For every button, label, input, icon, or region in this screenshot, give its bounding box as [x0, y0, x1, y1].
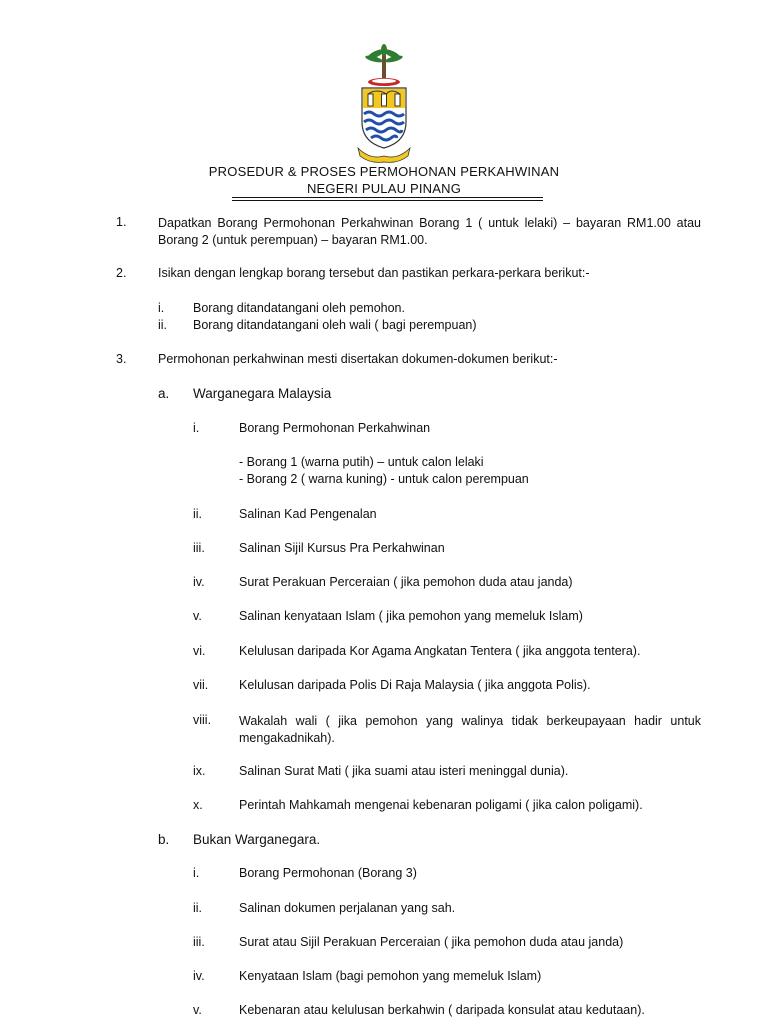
list-item-text: Surat Perakuan Perceraian ( jika pemohon duda atau janda): [239, 575, 573, 589]
step-number: 2.: [116, 266, 127, 280]
penang-crest-emblem: [352, 44, 416, 164]
list-item-number: x.: [193, 798, 203, 812]
list-item-number: iii.: [193, 935, 205, 949]
document-title: PROSEDUR & PROSES PERMOHONAN PERKAHWINAN: [208, 164, 560, 179]
list-item-number: i.: [158, 301, 165, 315]
list-item-text: Salinan Sijil Kursus Pra Perkahwinan: [239, 541, 445, 555]
list-item-text: Surat atau Sijil Perakuan Perceraian ( jika pemohon duda atau janda): [239, 935, 624, 949]
step-number: 1.: [116, 215, 127, 229]
list-item-text: Kebenaran atau kelulusan berkahwin ( daripada konsulat atau kedutaan).: [239, 1003, 645, 1017]
sub-item-text: - Borang 1 (warna putih) – untuk calon lelaki: [239, 455, 484, 469]
list-item-number: vi.: [193, 644, 206, 658]
step-text: Dapatkan Borang Permohonan Perkahwinan Borang 1 ( untuk lelaki) – bayaran RM1.00 atau Borang 2 (untuk perempuan) – bayaran RM1.00.: [158, 216, 701, 247]
title-underline: [232, 197, 543, 198]
list-item-number: i.: [193, 866, 200, 880]
step-text: Permohonan perkahwinan mesti disertakan dokumen-dokumen berikut:-: [158, 352, 558, 366]
list-item-text: Kelulusan daripada Polis Di Raja Malaysia ( jika anggota Polis).: [239, 678, 591, 692]
list-item-text: Borang Permohonan (Borang 3): [239, 866, 417, 880]
step-text: Isikan dengan lengkap borang tersebut dan pastikan perkara-perkara berikut:-: [158, 266, 590, 280]
list-item-number: ii.: [193, 507, 203, 521]
list-item-text: Borang Permohonan Perkahwinan: [239, 421, 431, 435]
list-item-text: Kelulusan daripada Kor Agama Angkatan Tentera ( jika anggota tentera).: [239, 644, 641, 658]
title-underline: [232, 200, 543, 201]
section-label: a.: [158, 386, 170, 401]
list-item-number: vii.: [193, 678, 209, 692]
list-item-number: ix.: [193, 764, 206, 778]
list-item-number: iii.: [193, 541, 205, 555]
list-item-text: Salinan Kad Pengenalan: [239, 507, 377, 521]
list-item-number: ii.: [158, 318, 168, 332]
list-item-text: Kenyataan Islam (bagi pemohon yang memeluk Islam): [239, 969, 542, 983]
list-item-number: iv.: [193, 575, 205, 589]
list-item-text: Salinan Surat Mati ( jika suami atau isteri meninggal dunia).: [239, 764, 569, 778]
list-item-number: v.: [193, 1003, 202, 1017]
list-item-number: ii.: [193, 901, 203, 915]
list-item-number: v.: [193, 609, 202, 623]
section-label: b.: [158, 832, 170, 847]
step-number: 3.: [116, 352, 127, 366]
list-item-text: Salinan kenyataan Islam ( jika pemohon yang memeluk Islam): [239, 609, 583, 623]
section-heading: Bukan Warganegara.: [193, 832, 321, 847]
list-item-number: iv.: [193, 969, 205, 983]
list-item-text: Borang ditandatangani oleh pemohon.: [193, 301, 405, 315]
list-item-text: Perintah Mahkamah mengenai kebenaran poligami ( jika calon poligami).: [239, 798, 643, 812]
list-item-text: Wakalah wali ( jika pemohon yang walinya tidak berkeupayaan hadir untuk mengakadnikah).: [239, 714, 701, 745]
list-item-text: Salinan dokumen perjalanan yang sah.: [239, 901, 456, 915]
list-item-text: Borang ditandatangani oleh wali ( bagi perempuan): [193, 318, 477, 332]
list-item-number: viii.: [193, 713, 212, 727]
section-heading: Warganegara Malaysia: [193, 386, 332, 401]
document-subtitle: NEGERI PULAU PINANG: [306, 181, 462, 196]
list-item-number: i.: [193, 421, 200, 435]
sub-item-text: - Borang 2 ( warna kuning) - untuk calon perempuan: [239, 472, 529, 486]
